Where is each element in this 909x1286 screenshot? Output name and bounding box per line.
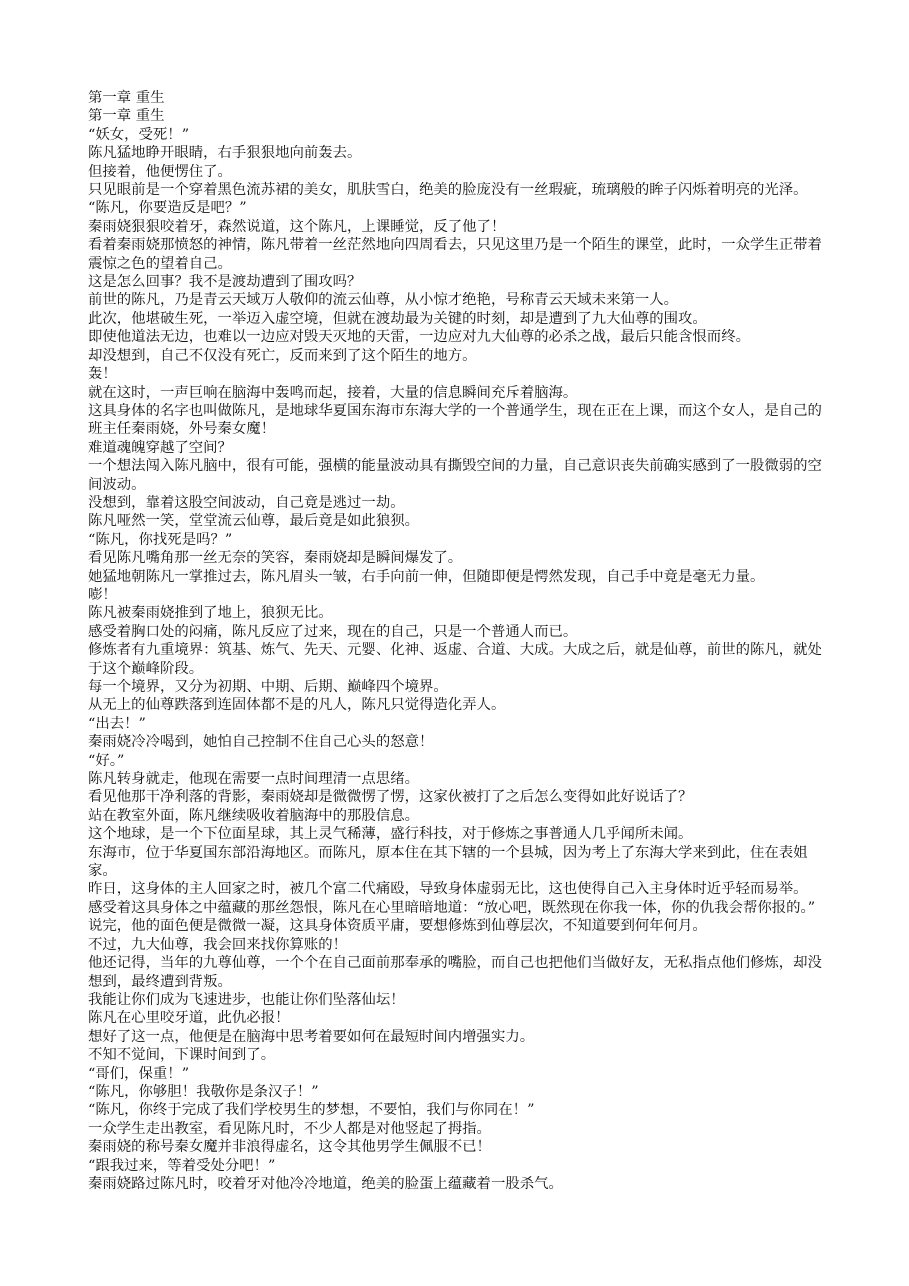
paragraph: 感受着这具身体之中蕴藏的那丝怨恨，陈凡在心里暗暗地道：“放心吧，既然现在你我一体，你的仇我会帮你报的。” xyxy=(88,899,816,916)
paragraph: 前世的陈凡，乃是青云天域万人敬仰的流云仙尊，从小惊才绝艳，号称青云天域未来第一人。 xyxy=(88,292,679,309)
chapter-title: 第一章 重生 xyxy=(88,90,165,106)
paragraph: 我能让你们成为飞速进步，也能让你们坠落仙坛！ xyxy=(88,991,405,1008)
paragraph: 陈凡哑然一笑，堂堂流云仙尊，最后竟是如此狼狈。 xyxy=(88,513,419,530)
paragraph: 秦雨娆冷冷喝到，她怕自己控制不住自己心头的怒意！ xyxy=(88,734,434,751)
paragraph: 只见眼前是一个穿着黑色流苏裙的美女，肌肤雪白，绝美的脸庞没有一丝瑕疵，琉璃般的眸子闪烁着明亮的光泽。 xyxy=(88,182,808,199)
paragraph: 嘭！ xyxy=(88,586,117,603)
paragraph: 不知不觉间，下课时间到了。 xyxy=(88,1047,276,1064)
paragraph: 不过，九大仙尊，我会回来找你算账的！ xyxy=(88,936,348,953)
paragraph: 没想到，靠着这股空间波动，自己竟是逃过一劫。 xyxy=(88,494,405,511)
paragraph: 昨日，这身体的主人回家之时，被几个富二代痛殴，导致身体虚弱无比，这也使得自己入主身体时近乎轻而易举。 xyxy=(88,881,808,898)
paragraph: 看着秦雨娆那愤怒的神情，陈凡带着一丝茫然地向四周看去，只见这里乃是一个陌生的课堂，此时，一众学生正带着震惊之色的望着自己。 xyxy=(88,237,822,272)
paragraph: “陈凡，你终于完成了我们学校男生的梦想，不要怕，我们与你同在！” xyxy=(88,1102,535,1119)
paragraph: 这个地球，是一个下位面星球，其上灵气稀薄，盛行科技，对于修炼之事普通人几乎闻所未闻。 xyxy=(88,826,693,843)
paragraph: 轰！ xyxy=(88,366,117,383)
paragraph: “陈凡，你找死是吗？” xyxy=(88,531,233,548)
paragraph: 每一个境界，又分为初期、中期、后期、巅峰四个境界。 xyxy=(88,679,448,695)
paragraph: 看见陈凡嘴角那一丝无奈的笑容，秦雨娆却是瞬间爆发了。 xyxy=(88,550,463,567)
paragraph: “出去！” xyxy=(88,715,146,732)
paragraph: 这是怎么回事？我不是渡劫遭到了围攻吗？ xyxy=(88,274,362,291)
paragraph: 修炼者有九重境界：筑基、炼气、先天、元婴、化神、返虚、合道、大成。大成之后，就是仙尊，前世的陈凡，就处于这个巅峰阶段。 xyxy=(88,642,822,677)
paragraph: 感受着胸口处的闷痛，陈凡反应了过来，现在的自己，只是一个普通人而已。 xyxy=(88,623,578,640)
paragraph: 陈凡在心里咬牙道，此仇必报！ xyxy=(88,1010,290,1027)
paragraph: 一个想法闯入陈凡脑中，很有可能，强横的能量波动具有撕毁空间的力量，自己意识丧失前确实感到了一股微弱的空间波动。 xyxy=(88,458,822,493)
paragraph: 她猛地朝陈凡一掌推过去，陈凡眉头一皱，右手向前一伸，但随即便是愕然发现，自己手中竟是毫无力量。 xyxy=(88,568,765,585)
document-body xyxy=(88,126,824,1194)
paragraph: 却没想到，自己不仅没有死亡，反而来到了这个陌生的地方。 xyxy=(88,347,477,364)
paragraph: 此次，他堪破生死，一举迈入虚空境，但就在渡劫最为关键的时刻，却是遭到了九大仙尊的围攻。 xyxy=(88,310,707,327)
paragraph: 东海市，位于华夏国东部沿海地区。而陈凡，原本住在其下辖的一个县城，因为考上了东海大学来到此，住在表姐家。 xyxy=(88,844,808,880)
paragraph: 难道魂魄穿越了空间？ xyxy=(88,439,232,456)
paragraph: 一众学生走出教室，看见陈凡时，不少人都是对他竖起了拇指。 xyxy=(88,1120,491,1137)
paragraph: 陈凡转身就走，他现在需要一点时间理清一点思绪。 xyxy=(88,771,419,788)
paragraph: 秦雨娆狠狠咬着牙，森然说道，这个陈凡，上课睡觉，反了他了！ xyxy=(88,218,506,235)
paragraph: 看见他那干净利落的背影，秦雨娆却是微微愣了愣，这家伙被打了之后怎么变得如此好说话了？ xyxy=(88,789,693,806)
paragraph: “哥们，保重！” xyxy=(88,1065,190,1082)
paragraph: 想好了这一点，他便是在脑海中思考着要如何在最短时间内增强实力。 xyxy=(88,1028,535,1045)
paragraph: 说完，他的面色便是微微一凝，这具身体资质平庸，要想修炼到仙尊层次，不知道要到何年何月。 xyxy=(88,918,707,935)
paragraph: “妖女，受死！” xyxy=(88,126,190,143)
paragraph: 就在这时，一声巨响在脑海中轰鸣而起，接着，大量的信息瞬间充斥着脑海。 xyxy=(88,384,578,401)
paragraph: “好。” xyxy=(88,752,125,769)
paragraph: 但接着，他便愣住了。 xyxy=(88,163,232,180)
paragraph: 从无上的仙尊跌落到连固体都不是的凡人，陈凡只觉得造化弄人。 xyxy=(88,697,506,714)
paragraph: 陈凡猛地睁开眼睛，右手狠狠地向前轰去。 xyxy=(88,145,362,162)
paragraph: 陈凡被秦雨娆推到了地上，狼狈无比。 xyxy=(88,605,333,622)
paragraph: “陈凡，你够胆！我敬你是条汉子！” xyxy=(88,1083,319,1100)
paragraph: 他还记得，当年的九尊仙尊，一个个在自己面前那奉承的嘴脸，而自己也把他们当做好友，无私指点他们修炼，却没想到，最终遭到背叛。 xyxy=(88,955,822,990)
document-page xyxy=(88,89,824,1193)
paragraph: 秦雨娆路过陈凡时，咬着牙对他冷冷地道，绝美的脸蛋上蕴藏着一股杀气。 xyxy=(88,1175,563,1192)
paragraph: “陈凡，你要造反是吧？” xyxy=(88,200,247,217)
chapter-title: 第一章 重生 xyxy=(88,108,165,125)
paragraph: 秦雨娆的称号秦女魔并非浪得虚名，这令其他男学生佩服不已！ xyxy=(88,1139,491,1156)
paragraph: 这具身体的名字也叫做陈凡，是地球华夏国东海市东海大学的一个普通学生，现在正在上课，而这个女人，是自己的班主任秦雨娆，外号秦女魔！ xyxy=(88,402,822,438)
paragraph: 即使他道法无边，也难以一边应对毁天灭地的天雷，一边应对九大仙尊的必杀之战，最后只能含恨而终。 xyxy=(88,329,750,346)
paragraph: 站在教室外面，陈凡继续吸收着脑海中的那股信息。 xyxy=(88,807,419,824)
paragraph: “跟我过来，等着受处分吧！” xyxy=(88,1157,276,1174)
